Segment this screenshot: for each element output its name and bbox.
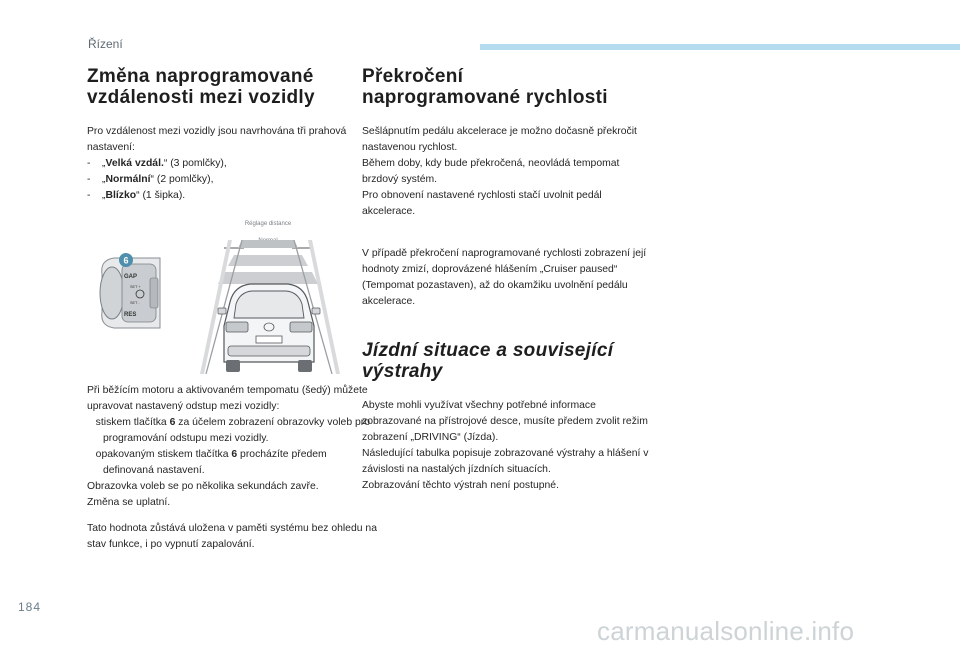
option-item: - „Normální“ (2 pomlčky), xyxy=(87,174,214,185)
intro-text: Pro vzdálenost mezi vozidly jsou navrhována tři prahová nastavení: xyxy=(87,126,347,153)
option-dash: - xyxy=(87,158,91,169)
option-name: Blízko xyxy=(105,190,137,201)
gap-button-label: GAP xyxy=(124,274,138,280)
para-driving-3: Zobrazování těchto výstrah není postupné. xyxy=(362,480,559,491)
watermark-link[interactable]: carmanualsonline.info xyxy=(597,616,855,646)
para-memory: Tato hodnota zůstává uložena v paměti systému bez ohledu na stav funkce, i po vypnutí zapalování. xyxy=(87,523,377,550)
option-dash: - xyxy=(87,190,91,201)
res-button-label: RES xyxy=(124,312,137,318)
left-title xyxy=(87,66,377,108)
right-title-2: Jízdní situace a související výstrahy xyxy=(362,340,614,382)
option-name: Normální xyxy=(105,174,151,185)
bullet-item: stiskem tlačítka 6 za účelem zobrazení obrazovky voleb pro programování odstupu mezi vozidly. xyxy=(95,417,371,444)
option-item: - „Blízko“ (1 šipka). xyxy=(87,190,186,201)
para-driving-2: Následující tabulka popisuje zobrazované výstrahy a hlášení v závislosti na nastalých jízdních situacích. xyxy=(362,448,649,475)
distance-setting-illustration xyxy=(92,212,344,374)
option-item: - „Velká vzdál.“ (3 pomlčky), xyxy=(87,158,227,169)
right-column xyxy=(362,66,652,494)
section-label: Řízení xyxy=(88,37,123,51)
distance-dash xyxy=(228,255,308,266)
set-plus-label: SET + xyxy=(130,285,141,289)
para-close: Obrazovka voleb se po několika sekundách zavře. xyxy=(87,481,319,492)
para-driving-1: Abyste mohli využívat všechny potřebné informace zobrazované na přístrojové desce, musíte předem zvolit režim zobrazení „DRIVING“ (Jízda). xyxy=(362,400,648,443)
header-accent-bar xyxy=(480,44,960,50)
right-title-1: Překročení naprogramované rychlosti xyxy=(362,66,608,108)
display-title: Réglage distance xyxy=(244,221,292,227)
bullet-list xyxy=(87,415,377,479)
svg-text:6: 6 xyxy=(123,255,129,266)
left-title-line1: Změna naprogramované xyxy=(87,66,314,87)
para-exceed-4: V případě překročení naprogramované rychlosti zobrazení její hodnoty zmizí, doprovázené hlášením „Cruiser paused“ (Tempomat pozastaven), až do okamžiku uvolnění pedálu akcelerace. xyxy=(362,248,647,307)
car-rear-view xyxy=(218,284,320,372)
option-name: Velká vzdál. xyxy=(105,158,164,169)
option-dash: - xyxy=(87,174,91,185)
para-exceed-1: Sešlápnutím pedálu akcelerace je možno dočasně překročit nastavenou rychlost. xyxy=(362,126,637,153)
left-title-line2: vzdálenosti mezi vozidly xyxy=(87,87,315,108)
para-adjust: Při běžícím motoru a aktivovaném tempomatu (šedý) můžete upravovat nastavený odstup mezi vozidly: xyxy=(87,385,368,412)
para-exceed-2: Během doby, kdy bude překročená, neovládá tempomat brzdový systém. xyxy=(362,158,620,185)
callout-6 xyxy=(119,253,133,267)
left-column-lower xyxy=(87,383,377,553)
distance-options xyxy=(87,156,377,204)
para-apply: Změna se uplatní. xyxy=(87,497,171,508)
steering-control-pad xyxy=(100,255,160,328)
bullet-item: opakovaným stiskem tlačítka 6 procházíte předem definovaná nastavení. xyxy=(95,449,327,476)
set-minus-label: SET - xyxy=(130,301,140,305)
left-column xyxy=(87,66,377,204)
para-exceed-3: Pro obnovení nastavené rychlosti stačí uvolnit pedál akcelerace. xyxy=(362,190,602,217)
page-number: 184 xyxy=(18,600,42,614)
